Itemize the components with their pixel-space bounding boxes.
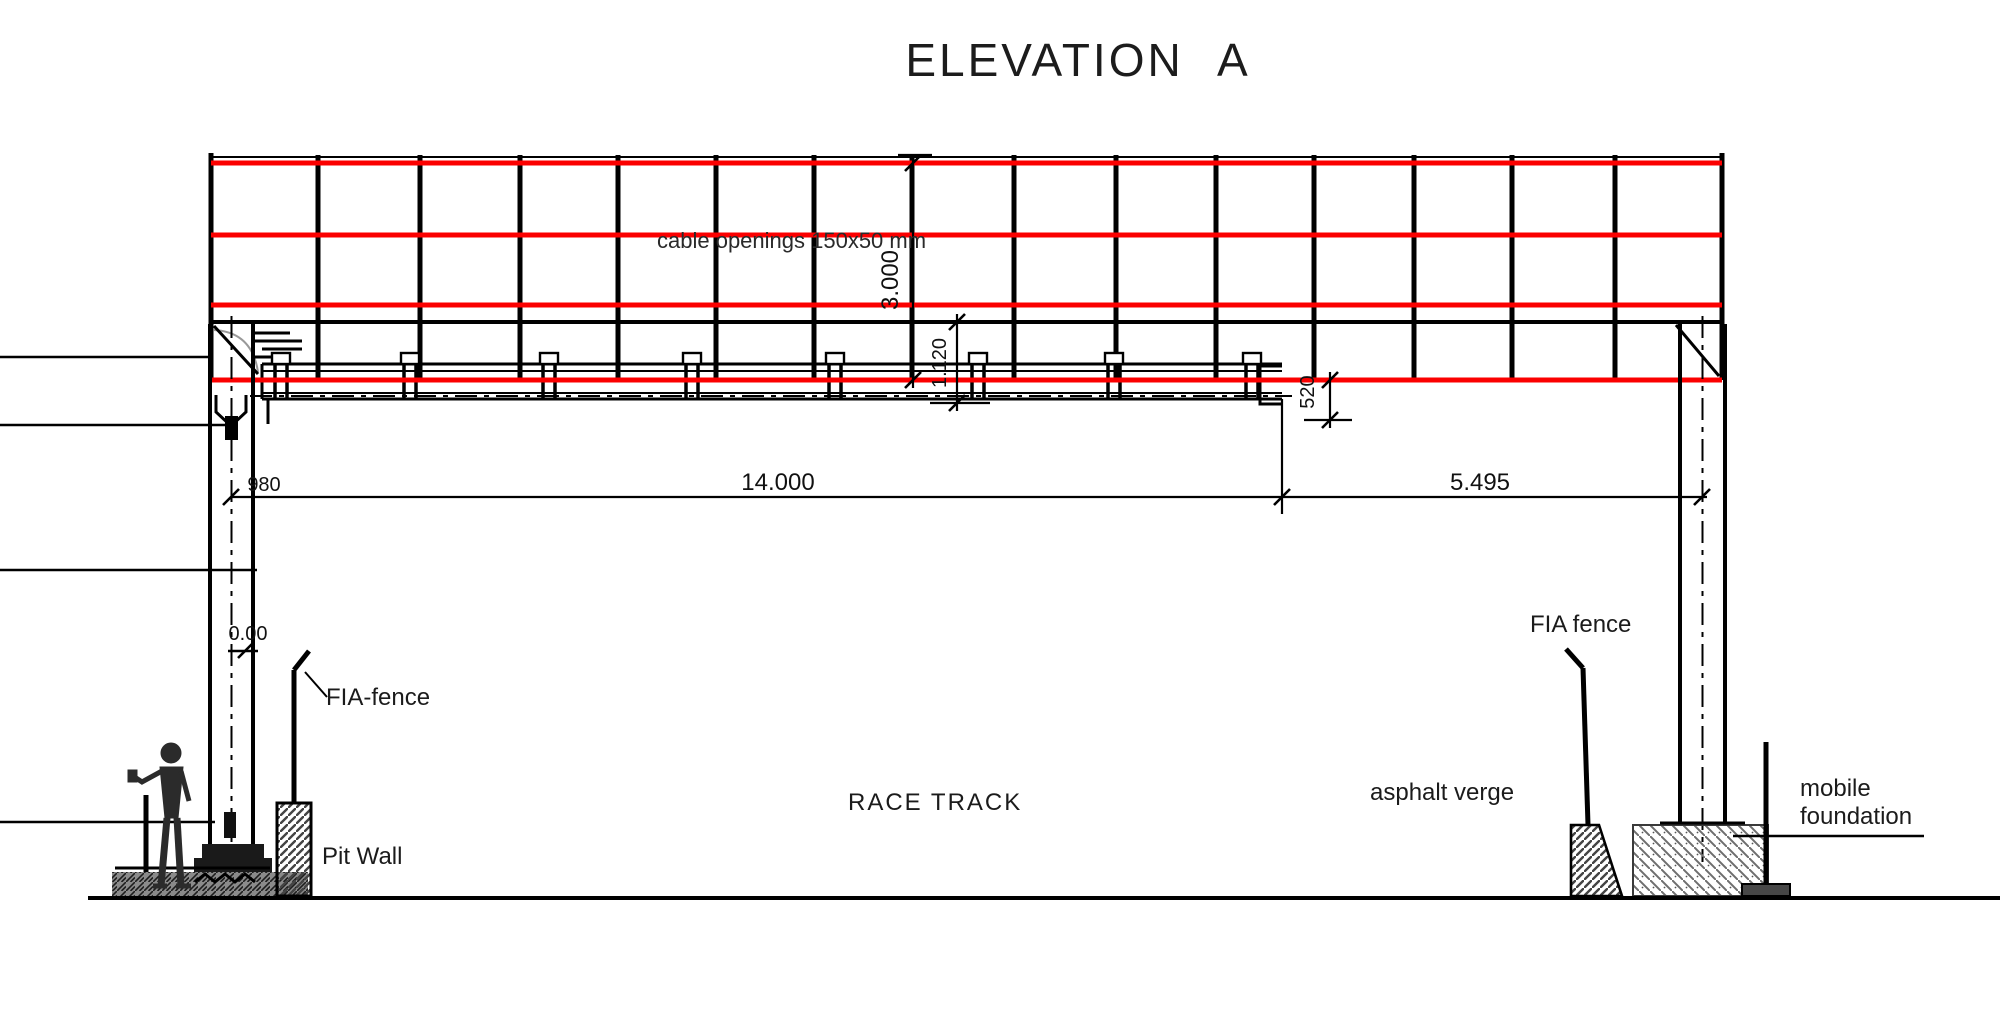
dim-truss-height: 3.000 xyxy=(877,249,904,311)
fia-fence-tip-left xyxy=(294,651,309,670)
stake-base-pad xyxy=(1742,884,1790,896)
cable-openings-label: cable openings 150x50 mm xyxy=(657,228,927,253)
truss xyxy=(211,153,1722,380)
fia-fence-tip-right xyxy=(1566,649,1583,668)
red-rails xyxy=(211,163,1722,380)
pit-wall-block xyxy=(277,803,311,896)
mobile-foundation-label-line1: mobile xyxy=(1800,775,1871,802)
column-pedestal-lower xyxy=(194,858,272,872)
pit-area xyxy=(0,651,327,896)
walkway xyxy=(250,353,1292,424)
pit-wall-label: Pit Wall xyxy=(322,843,403,870)
race-track-label: RACE TRACK xyxy=(848,789,1023,816)
fia-fence-label-leader xyxy=(305,672,327,697)
right-column xyxy=(1680,316,1725,862)
person-figure xyxy=(128,743,191,886)
column-pedestal-upper xyxy=(202,844,264,858)
dim-column-offset: 980 xyxy=(247,474,281,496)
dim-walkway-depth: 1.120 xyxy=(929,337,951,389)
fia-fence-left-label: FIA-fence xyxy=(326,684,431,711)
fia-fence-post-right xyxy=(1583,668,1588,825)
mobile-foundation-label-line2: foundation xyxy=(1800,803,1913,830)
left-leaders xyxy=(0,357,257,570)
verge-area xyxy=(1566,649,1924,896)
truss-posts xyxy=(211,153,1722,380)
dimension-lines xyxy=(223,155,1710,658)
drawing-title: ELEVATION A xyxy=(905,34,1251,86)
left-column xyxy=(194,316,272,890)
datum-level-label: 0.00 xyxy=(228,623,268,645)
column-splice-fill xyxy=(225,416,238,440)
right-end-diagonal xyxy=(1676,325,1719,376)
dim-verge-offset: 520 xyxy=(1297,375,1319,409)
dim-right-span: 5.495 xyxy=(1449,469,1511,496)
dim-main-span: 14.000 xyxy=(741,469,815,496)
asphalt-verge-label: asphalt verge xyxy=(1370,779,1515,806)
fence-foundation-block xyxy=(1571,825,1622,896)
column-base-box xyxy=(224,812,236,838)
fia-fence-right-label: FIA fence xyxy=(1530,611,1632,638)
